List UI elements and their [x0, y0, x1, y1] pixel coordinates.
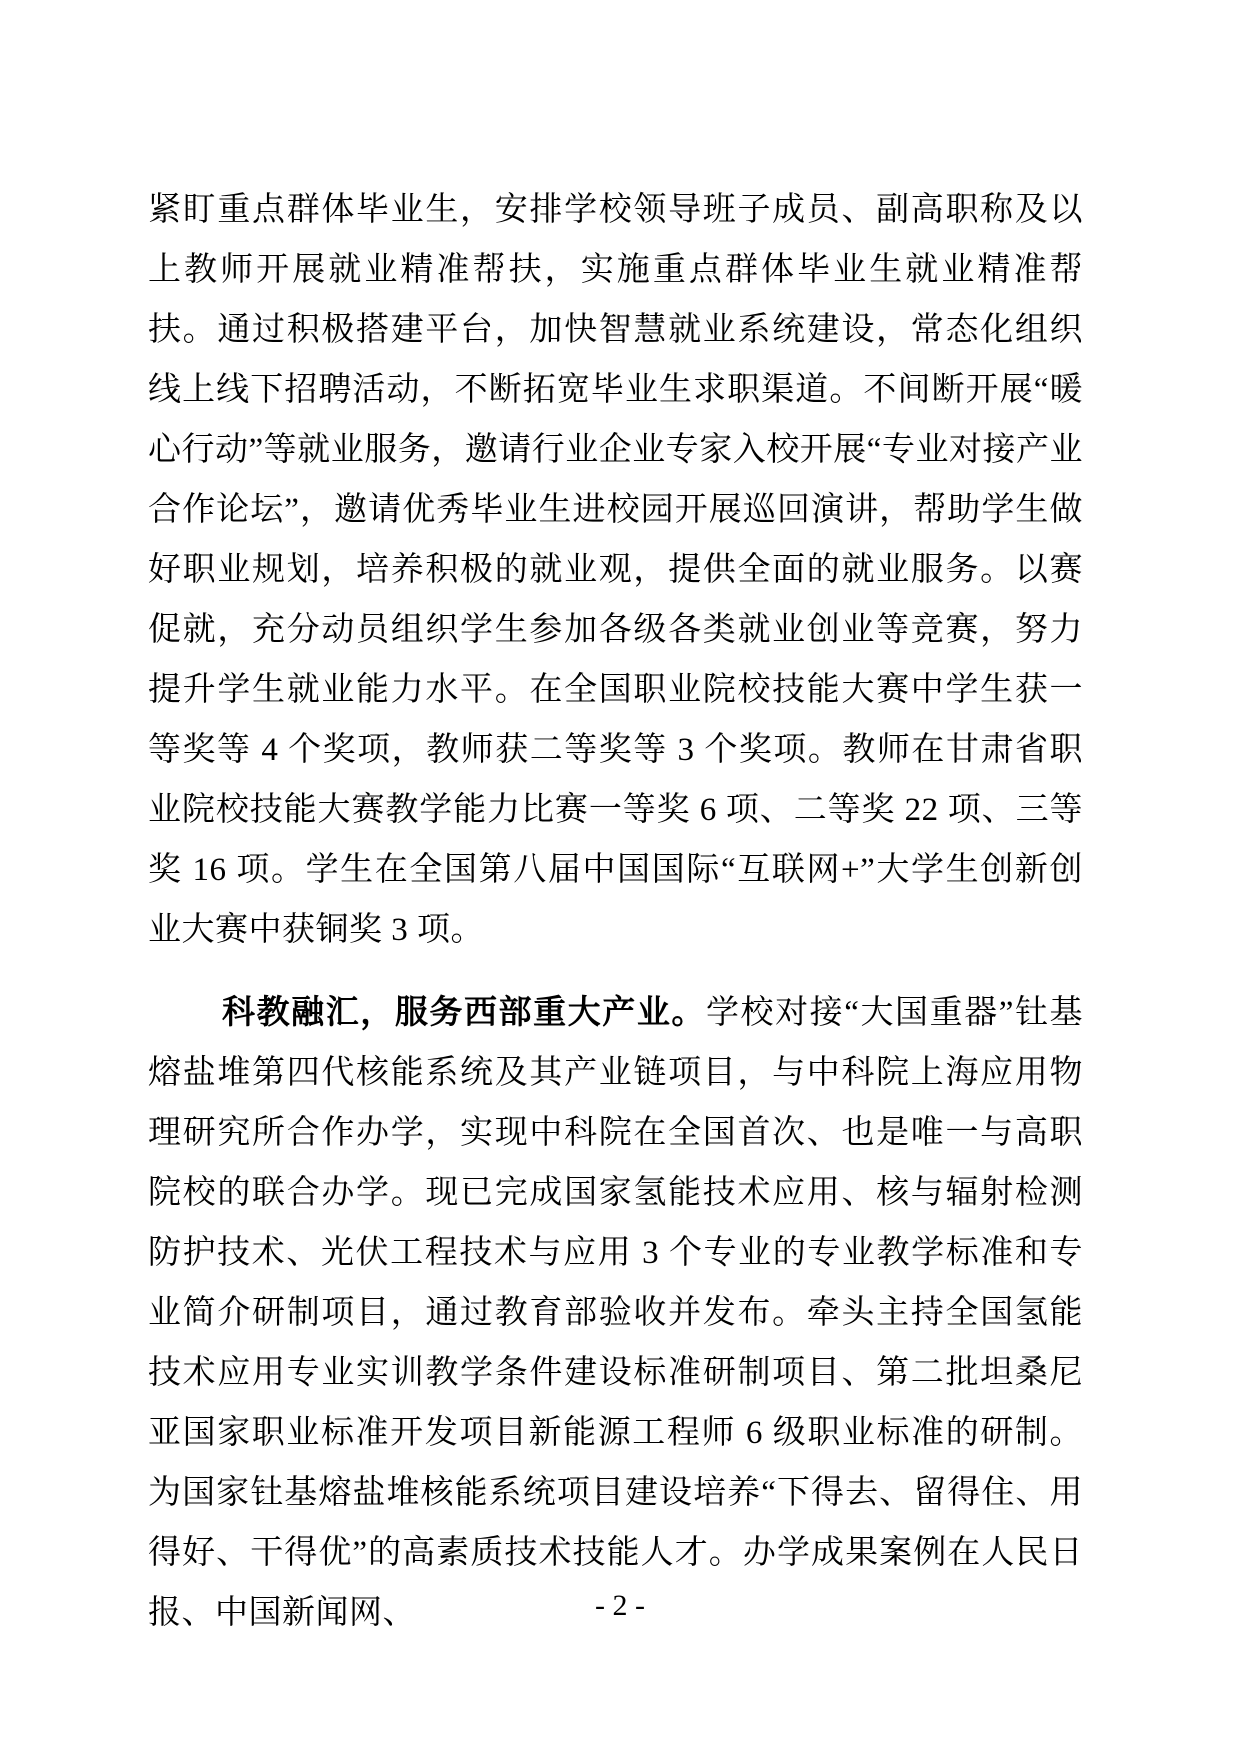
paragraph-text: 紧盯重点群体毕业生，安排学校领导班子成员、副高职称及以上教师开展就业精准帮扶，实施重点群体毕业生就业精准帮扶。通过积极搭建平台，加快智慧就业系统建设，常态化组织线上线下招聘活动，不断拓宽毕业生求职渠道。不间断开展“暖心行动”等就业服务，邀请行业企业专家入校开展“专业对接产业合作论坛”，邀请优秀毕业生进校园开展巡回演讲，帮助学生做好职业规划，培养积极的就业观，提供全面的就业服务。以赛促就，充分动员组织学生参加各级各类就业创业等竞赛，努力提升学生就业能力水平。在全国职业院校技能大赛中学生获一等奖等 4 个奖项，教师获二等奖等 3 个奖项。教师在甘肃省职业院校技能大赛教学能力比赛一等奖 6 项、二等奖 22 项、三等奖 16 项。学生在全国第八届中国国际“互联网+”大学生创新创业大赛中获铜奖 3 项。 — [148, 192, 1083, 948]
document-body — [148, 180, 1083, 1665]
paragraph-text: 学校对接“大国重器”钍基熔盐堆第四代核能系统及其产业链项目，与中科院上海应用物理研究所合作办学，实现中科院在全国首次、也是唯一与高职院校的联合办学。现已完成国家氢能技术应用、核与辐射检测防护技术、光伏工程技术与应用 3 个专业的专业教学标准和专业简介研制项目，通过教育部验收并发布。牵头主持全国氢能技术应用专业实训教学条件建设标准研制项目、第二批坦桑尼亚国家职业标准开发项目新能源工程师 6 级职业标准的研制。为国家钍基熔盐堆核能系统项目建设培养“下得去、留得住、用得好、干得优”的高素质技术技能人才。办学成果案例在人民日报、中国新闻网、 — [148, 995, 1084, 1631]
paragraph — [148, 982, 1083, 1643]
paragraph — [148, 180, 1083, 960]
page-number: - 2 - — [595, 1589, 645, 1622]
paragraph-lead-bold: 科教融汇，服务西部重大产业。 — [222, 993, 706, 1030]
